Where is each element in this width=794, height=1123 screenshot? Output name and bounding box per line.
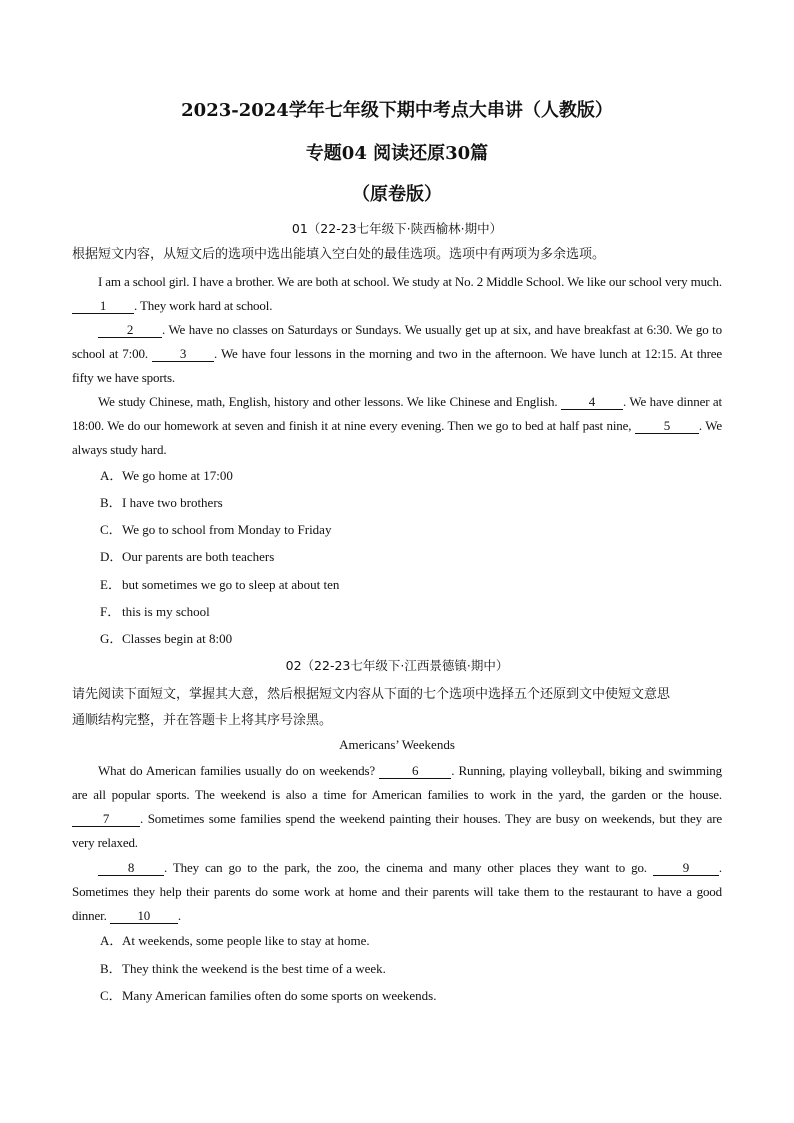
blank-5[interactable]: 5 bbox=[635, 418, 699, 434]
document-title: 2023-2024学年七年级下期中考点大串讲（人教版） bbox=[181, 100, 613, 121]
topic-title: 专题04 阅读还原30篇 bbox=[305, 143, 489, 164]
q1-paragraph-3 bbox=[72, 390, 722, 462]
q1-option-a[interactable]: A．We go home at 17:00 bbox=[100, 468, 233, 483]
q2-paragraph-2 bbox=[72, 856, 722, 928]
passage-title: Americans’ Weekends bbox=[339, 737, 455, 752]
q1-option-f[interactable]: F． this is my school bbox=[100, 604, 210, 619]
q1-p3-text-a: We study Chinese, math, English, history and other lessons. We like Chinese and English. bbox=[98, 394, 558, 409]
q2-source: 02（22-23七年级下·江西景德镇·期中） bbox=[285, 658, 509, 673]
q2-option-b[interactable]: B．They think the weekend is the best time of a week. bbox=[100, 961, 386, 976]
q2-option-a[interactable]: A．At weekends, some people like to stay at home. bbox=[100, 933, 370, 948]
q1-instruction: 根据短文内容，从短文后的选项中选出能填入空白处的最佳选项。选项中有两项为多余选项。 bbox=[72, 247, 606, 262]
q1-option-g[interactable]: G．Classes begin at 8:00 bbox=[100, 631, 233, 646]
q2-option-c[interactable]: C．Many American families often do some sports on weekends. bbox=[100, 988, 437, 1003]
blank-3[interactable]: 3 bbox=[152, 346, 214, 362]
q2-p2-text-a: . They can go to the park, the zoo, the cinema and many other places they want to go. bbox=[164, 860, 647, 875]
q1-p2-text-b: . We have four lessons in the morning and two in the afternoon. We have lunch at 12:15. At three fifty we have sports. bbox=[72, 346, 722, 385]
q2-p1-text-a: What do American families usually do on weekends? bbox=[98, 763, 376, 778]
q1-paragraph-2 bbox=[72, 318, 722, 390]
q1-source: 01（22-23七年级下·陕西榆林·期中） bbox=[291, 221, 503, 236]
q2-p2-text-c: . bbox=[177, 908, 181, 923]
blank-1[interactable]: 1 bbox=[72, 298, 134, 314]
q2-p1-text-b: . Running, playing volleyball, biking and swimming are all popular sports. The weekend is also a time for American families to work in the yard, the garden or the house. bbox=[72, 763, 722, 802]
version-subtitle: （原卷版） bbox=[352, 184, 442, 205]
q1-option-d[interactable]: D．Our parents are both teachers bbox=[100, 549, 275, 564]
blank-4[interactable]: 4 bbox=[561, 394, 623, 410]
blank-9[interactable]: 9 bbox=[653, 860, 719, 876]
q2-p2-text-b: . Sometimes they help their parents do some work at home and their parents will take them to the restaurant to have a good dinner. bbox=[72, 860, 722, 923]
blank-8[interactable]: 8 bbox=[98, 860, 164, 876]
q1-p1-text-a: I am a school girl. I have a brother. We are both at school. We study at No. 2 Middle School. We like our school very much. bbox=[98, 274, 722, 289]
q2-instruction-line-1: 请先阅读下面短文，掌握其大意，然后根据短文内容从下面的七个选项中选择五个还原到文中使短文意思 bbox=[72, 687, 671, 702]
q2-instruction-line-2: 通顺结构完整，并在答题卡上将其序号涂黑。 bbox=[72, 713, 333, 728]
blank-2[interactable]: 2 bbox=[98, 322, 162, 338]
blank-7[interactable]: 7 bbox=[72, 811, 140, 827]
q1-p3-text-c: . We always study hard. bbox=[72, 418, 722, 457]
blank-10[interactable]: 10 bbox=[110, 908, 178, 924]
q1-option-b[interactable]: B．I have two brothers bbox=[100, 495, 223, 510]
q2-p1-text-c: . Sometimes some families spend the weekend painting their houses. They are busy on weekends, but they are very relaxed. bbox=[72, 811, 722, 850]
q1-p1-text-b: . They work hard at school. bbox=[134, 298, 273, 313]
blank-6[interactable]: 6 bbox=[379, 763, 451, 779]
q1-p3-text-b: . We have dinner at 18:00. We do our homework at seven and finish it at nine every evening. Then we go to bed at half past nine, bbox=[72, 394, 722, 433]
q1-option-e[interactable]: E．but sometimes we go to sleep at about ten bbox=[100, 577, 340, 592]
q1-p2-text-a: . We have no classes on Saturdays or Sundays. We usually get up at six, and have breakfast at 6:30. We go to school at 7:00. bbox=[72, 322, 722, 361]
q1-option-c[interactable]: C．We go to school from Monday to Friday bbox=[100, 522, 332, 537]
q2-paragraph-1 bbox=[72, 759, 722, 855]
q1-paragraph-1 bbox=[72, 270, 722, 318]
